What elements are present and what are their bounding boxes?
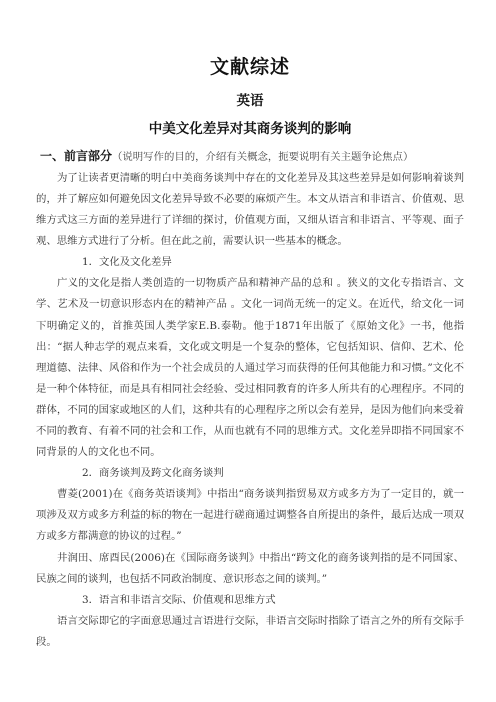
paragraph-intro: 为了让读者更清晰的明白中美商务谈判中存在的文化差异及其这些差异是如何影响着谈判的，并了解应如何避免因文化差异导致不必要的麻烦产生。本文从语言和非语言、价值观、思维方式这三方面的差异进行了详细的探讨，价值观方面，又细从语言和非语言、平等观、面子观、思维方式进行了分析。但在此之前，需要认识一些基本的概念。	[36, 172, 464, 248]
paper-title: 中美文化差异对其商务谈判的影响	[148, 121, 352, 137]
subheading-communication: 3．语言和非语言交际、价值观和思维方式	[82, 593, 276, 606]
section-label: 一、前言部分	[40, 149, 113, 163]
paragraph-caoling: 曹菱(2001)在《商务英语谈判》中指出“商务谈判指贸易双方或多方为了一定目的，就一项涉及双方或多方利益的标的物在一起进行磋商通过调整各自所提出的条件，最后达成一项双方或多方都满意的协议的过程。”	[36, 488, 464, 543]
subheading-negotiation: 2．商务谈判及跨文化商务谈判	[82, 467, 224, 480]
doc-title: 文献综述	[209, 56, 290, 78]
paragraph-jingruntian: 井润田、席酉民(2006)在《国际商务谈判》中指出“跨文化的商务谈判指的是不同国家、民族之间的谈判，也包括不同政治制度、意识形态之间的谈判。”	[36, 551, 464, 585]
paragraph-verbal: 语言交际即它的字面意思通过言语进行交际，非语言交际时指除了语言之外的所有交际手段。	[36, 614, 464, 648]
subject-heading: 英语	[236, 93, 264, 109]
section-heading	[36, 146, 464, 168]
paragraph-culture: 广义的文化是指人类创造的一切物质产品和精神产品的总和 。狭义的文化专指语言、文学、艺术及一切意识形态内在的精神产品 。文化一词尚无统一的定义。在近代，给文化一词下明确定义的，首推英国人类学家E.B.泰勒。他于1871年出版了《原始文化》一书，他指出：“据人种志学的观点来看，文化或文明是一个复杂的整体，它包括知识、信仰、艺术、伦理道德、法律、风俗和作为一个社会成员的人通过学习而获得的任何其他能力和习惯。”文化不是一种个体特征，而是具有相同社会经验、受过相同教育的许多人所共有的心理程序。不同的群体，不同的国家或地区的人们，这种共有的心理程序之所以会有差异，是因为他们向来受着不同的教育、有着不同的社会和工作，从而也就有不同的思维方式。文化差异即指不同国家不同背景的人的文化也不同。	[36, 277, 464, 459]
section-note: （说明写作的目的，介绍有关概念，扼要说明有关主题争论焦点）	[112, 151, 414, 163]
subheading-culture: 1．文化及文化差异	[82, 256, 172, 269]
